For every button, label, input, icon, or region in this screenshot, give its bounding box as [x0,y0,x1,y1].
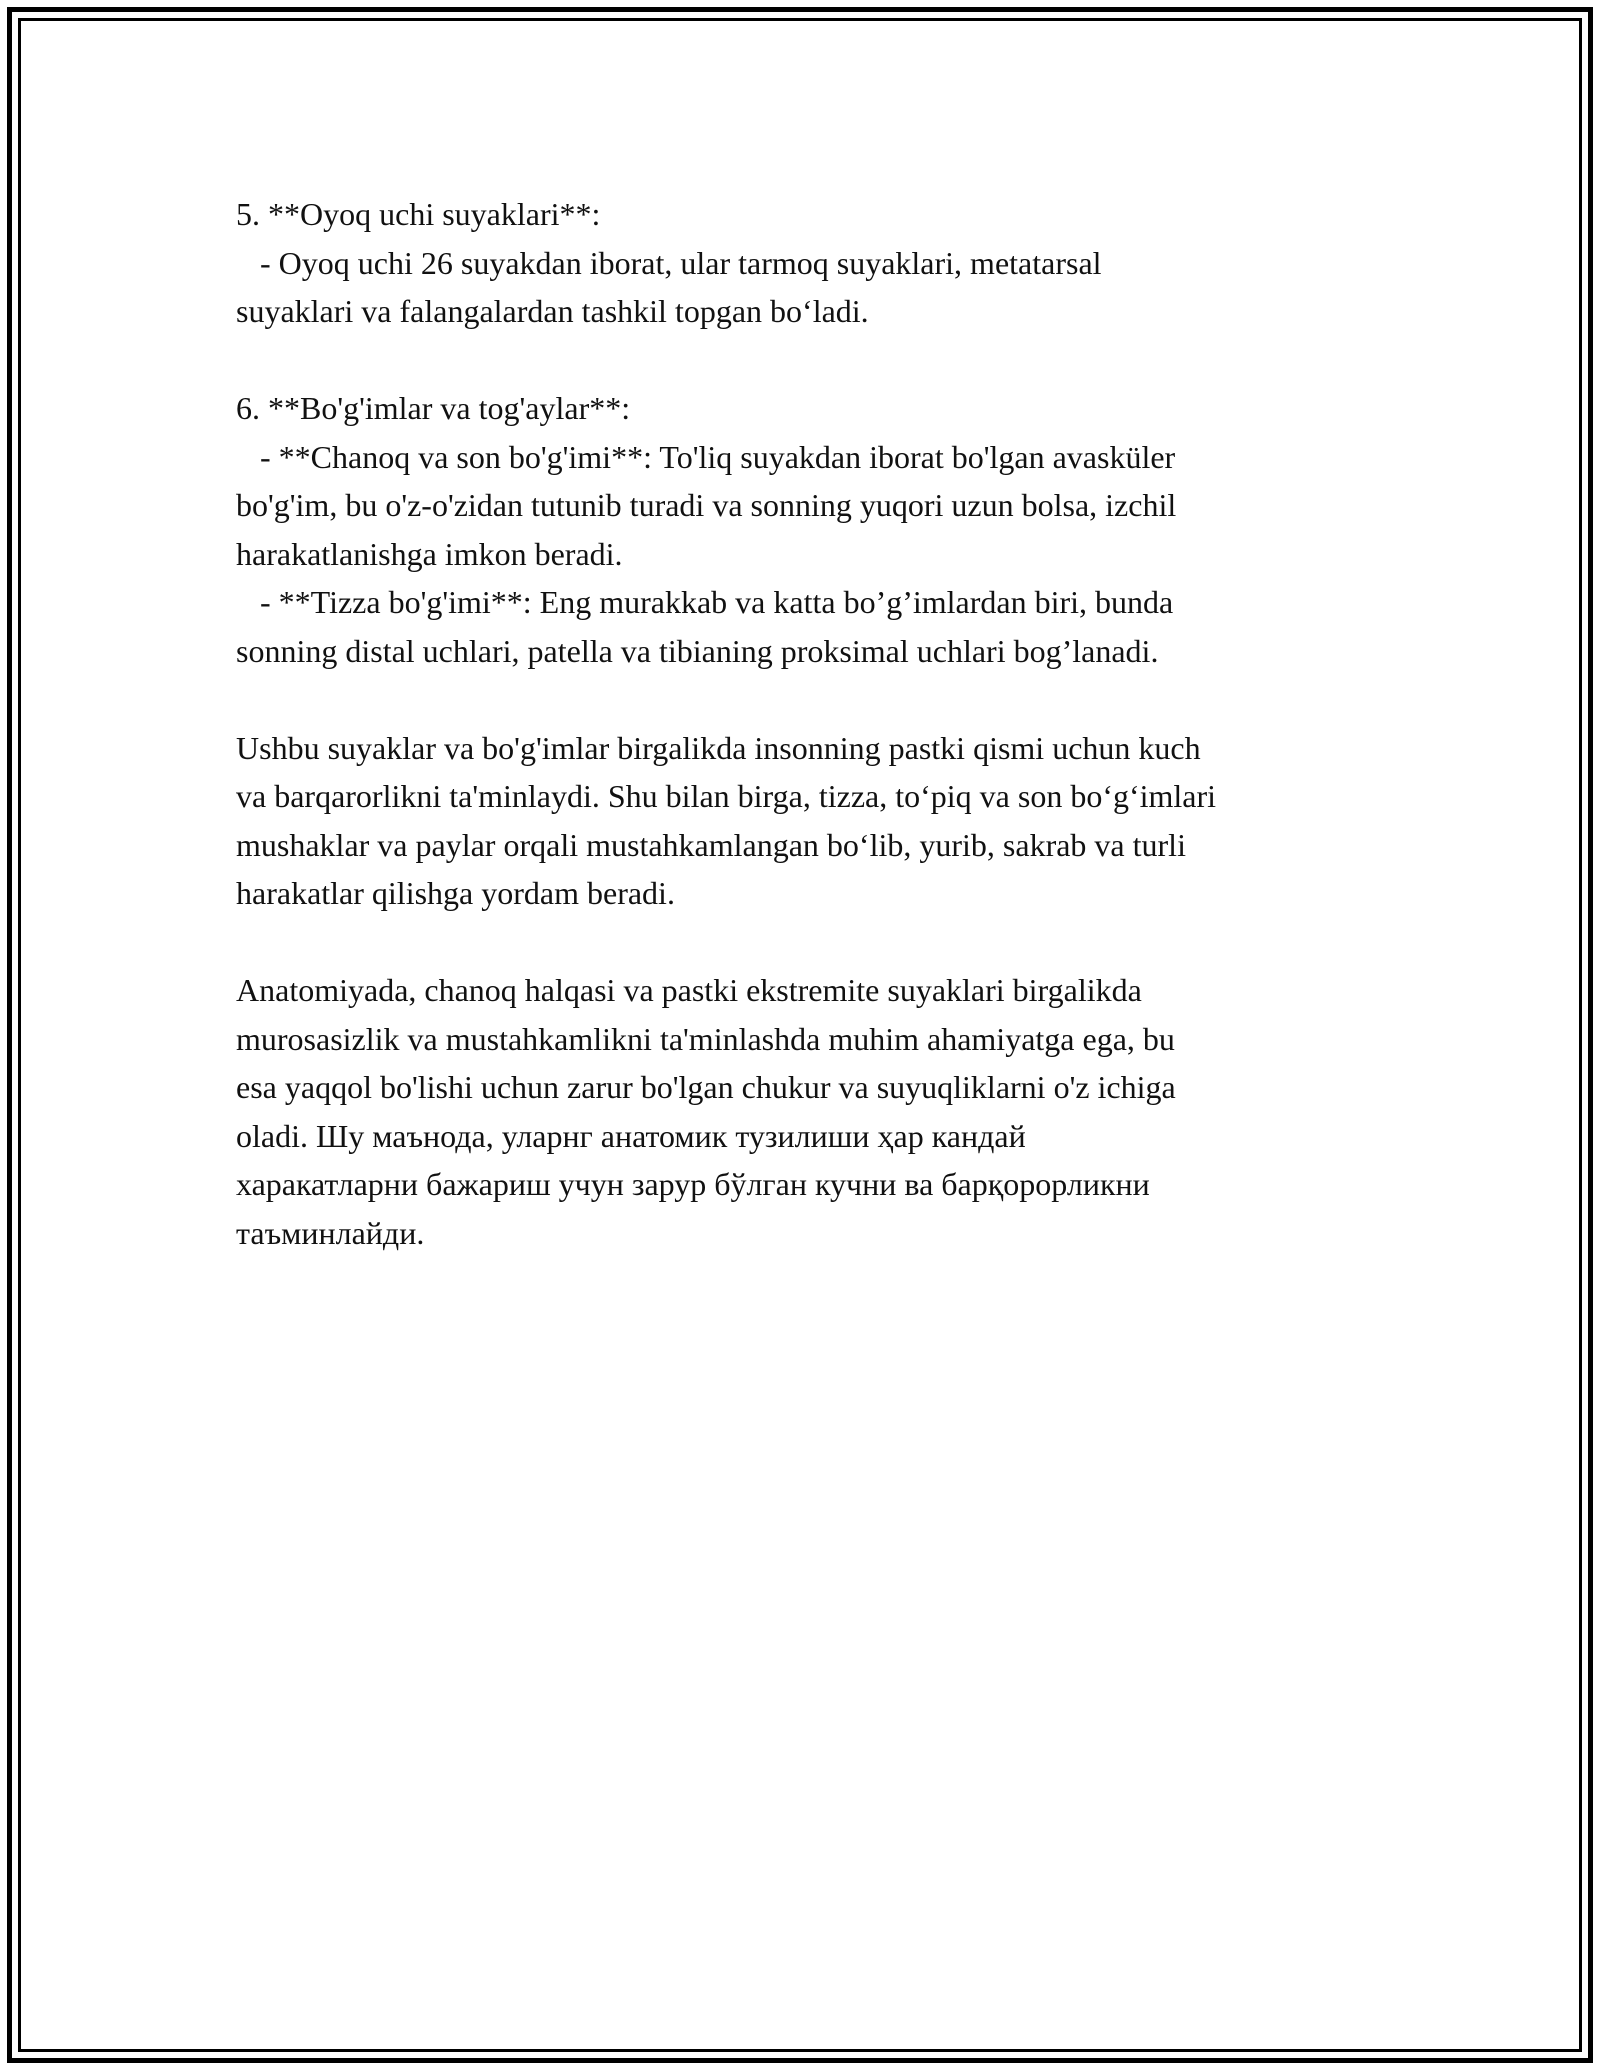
paragraph-gap [236,918,1386,967]
paragraph-2-line: Anatomiyada, chanoq halqasi va pastki ekstremite suyaklari birgalikda [236,972,1142,1008]
section-6-heading: 6. **Bo'g'imlar va tog'aylar**: [236,390,631,426]
paragraph-1-line: mushaklar va paylar orqali mustahkamlangan bo‘lib, yurib, sakrab va turli [236,826,1186,863]
section-5-line: - Oyoq uchi 26 suyakdan iborat, ular tarmoq suyaklari, metatarsal [236,244,1102,281]
paragraph-gap [236,675,1386,724]
paragraph-gap [236,336,1386,385]
paragraph-2-line: esa yaqqol bo'lishi uchun zarur bo'lgan chukur va suyuqliklarni o'z ichiga [236,1069,1176,1105]
paragraph-1-line: va barqarorlikni ta'minlaydi. Shu bilan birga, tizza, to‘piq va son bo‘g‘imlari [236,778,1217,814]
paragraph-2-line: таъминлайди. [236,1214,425,1251]
paragraph-1-line: Ushbu suyaklar va bo'g'imlar birgalikda insonning pastki qismi uchun kuch [236,729,1201,766]
paragraph-2-line: харакатларни бажариш учун зарур бўлган кучни ва барқорорликни [236,1166,1150,1202]
section-6-line: bo'g'im, bu o'z-o'zidan tutunib turadi va sonning yuqori uzun bolsa, izchil [236,487,1177,523]
paragraph-1-line: harakatlar qilishga yordam beradi. [236,875,675,911]
section-5-heading: 5. **Oyoq uchi suyaklari**: [236,196,601,232]
section-5-line: suyaklari va falangalardan tashkil topgan bo‘ladi. [236,293,869,329]
section-6-line: - **Tizza bo'g'imi**: Eng murakkab va katta bo’g’imlardan biri, bunda [236,584,1174,620]
document-body [236,190,1386,1257]
paragraph-2-line: murosasizlik va mustahkamlikni ta'minlashda muhim ahamiyatga ega, bu [236,1020,1175,1057]
section-6-line: - **Chanoq va son bo'g'imi**: To'liq suyakdan iborat bo'lgan avasküler [236,438,1176,475]
paragraph-2-line: oladi. Шу маънода, уларнг анатомик тузилиши ҳар кандай [236,1117,1026,1154]
section-6-line: harakatlanishga imkon beradi. [236,535,623,572]
section-6-line: sonning distal uchlari, patella va tibianing proksimal uchlari bog’lanadi. [236,632,1159,669]
